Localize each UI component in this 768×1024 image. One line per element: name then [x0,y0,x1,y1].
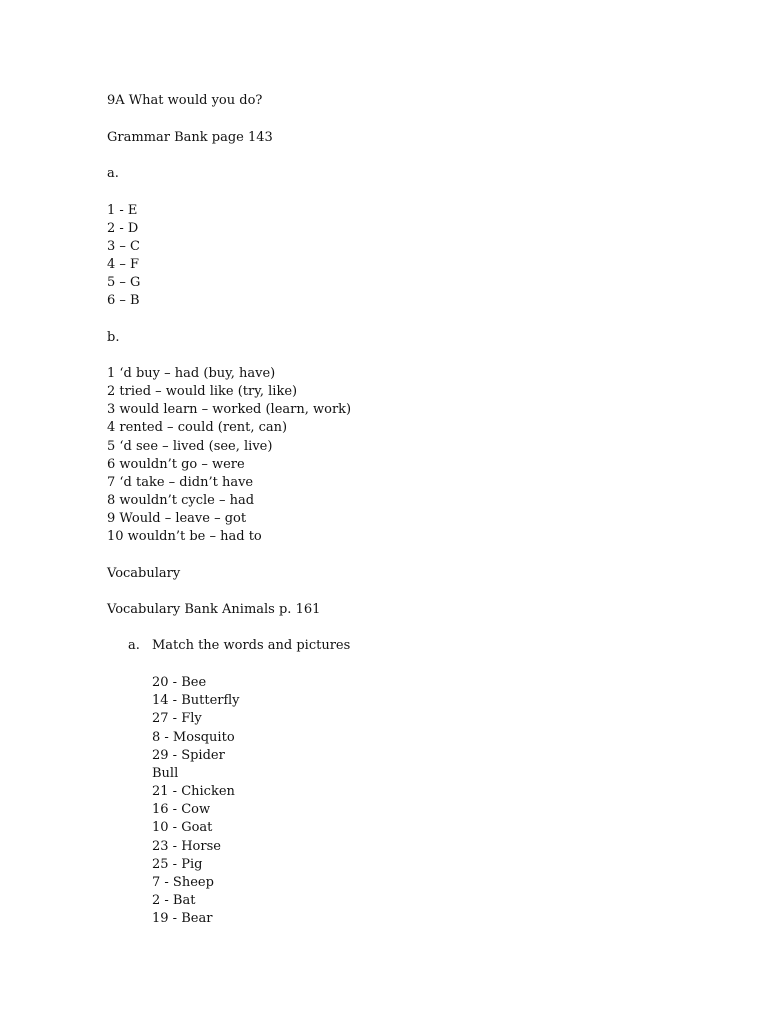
list-item: 1 - E [107,203,138,218]
list-item: 2 - Bat [152,893,196,908]
list-item: 8 - Mosquito [152,730,235,745]
list-item: 23 - Horse [152,839,221,854]
grammar-bank-heading: Grammar Bank page 143 [107,130,273,145]
list-item: 20 - Bee [152,675,207,690]
list-item: 2 tried – would like (try, like) [107,384,298,399]
list-item: 1 ‘d buy – had (buy, have) [107,366,276,381]
list-item: 6 – B [107,293,140,308]
part-a-label: a. [107,166,119,181]
list-item: 6 wouldn’t go – were [107,457,245,472]
page-title: 9A What would you do? [107,93,263,108]
list-item: 7 - Sheep [152,875,214,890]
list-item: 7 ‘d take – didn’t have [107,475,254,490]
list-item: 21 - Chicken [152,784,235,799]
vocabulary-heading: Vocabulary [107,566,181,581]
part-b-label: b. [107,330,120,345]
list-item: 5 ‘d see – lived (see, live) [107,439,273,454]
list-item: 3 – C [107,239,140,254]
vocabulary-bank-heading: Vocabulary Bank Animals p. 161 [107,602,321,617]
list-item: 16 - Cow [152,802,211,817]
vocab-a-label: a. [128,638,140,653]
vocab-a-instruction: Match the words and pictures [152,638,351,653]
list-item: 29 - Spider [152,748,225,763]
list-item: 14 - Butterfly [152,693,240,708]
list-item: 4 – F [107,257,140,272]
list-item: 25 - Pig [152,857,203,872]
list-item: 10 - Goat [152,820,213,835]
list-item: 27 - Fly [152,711,202,726]
list-item: Bull [152,766,179,781]
list-item: 8 wouldn’t cycle – had [107,493,255,508]
list-item: 4 rented – could (rent, can) [107,420,288,435]
list-item: 3 would learn – worked (learn, work) [107,402,352,417]
list-item: 19 - Bear [152,911,213,926]
list-item: 10 wouldn’t be – had to [107,529,262,544]
list-item: 9 Would – leave – got [107,511,247,526]
list-item: 5 – G [107,275,141,290]
list-item: 2 - D [107,221,139,236]
